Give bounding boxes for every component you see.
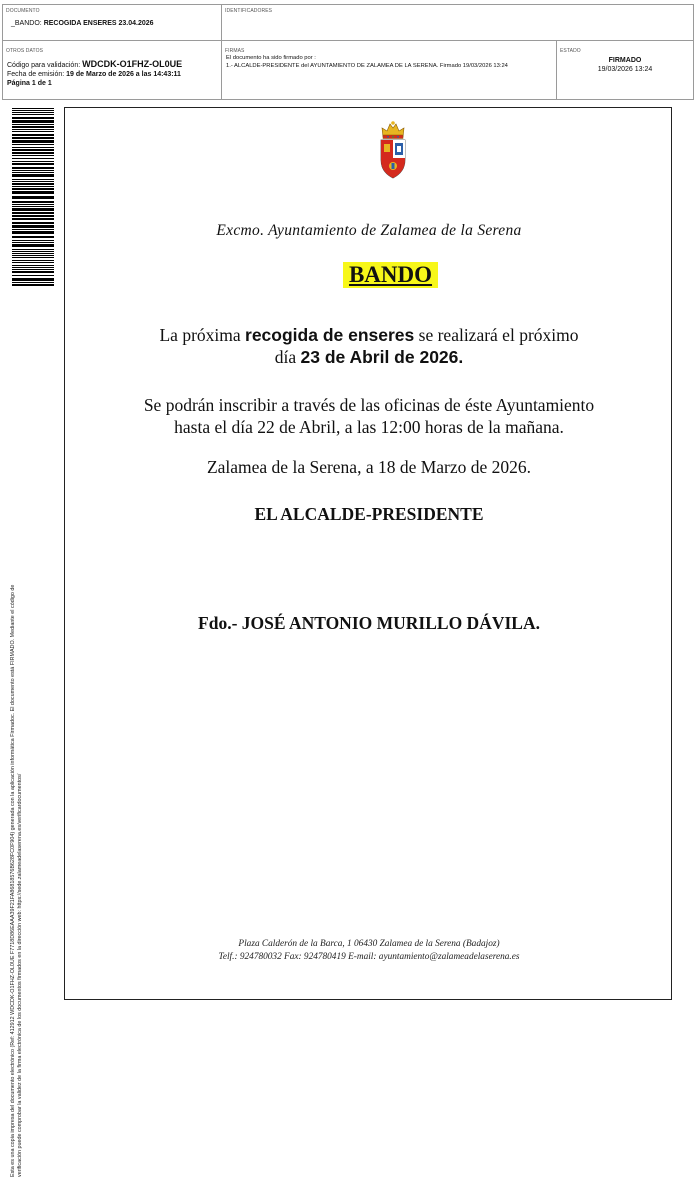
footer-contact: Telf.: 924780032 Fax: 924780419 E-mail: ayuntamiento@zalameadelaserena.es xyxy=(218,951,520,962)
verification-notice xyxy=(10,177,38,1177)
documento-caption: DOCUMENTO xyxy=(6,8,40,14)
status-value: FIRMADO xyxy=(608,57,642,64)
firmas-cell xyxy=(222,41,557,99)
issue-date: Fecha de emisión: 19 de Marzo de 2026 a las 14:43:11 xyxy=(7,71,181,78)
coat-of-arms-logo xyxy=(377,120,409,182)
status-date: 19/03/2026 13:24 xyxy=(597,66,653,73)
event-date: 23 de Abril de 2026. xyxy=(300,347,464,367)
document-page xyxy=(64,107,672,1000)
signature-line: Fdo.- JOSÉ ANTONIO MURILLO DÁVILA. xyxy=(198,613,540,633)
page-count: Página 1 de 1 xyxy=(7,80,52,87)
estado-cell xyxy=(557,41,693,99)
event-name: recogida de enseres xyxy=(245,325,415,345)
municipality-name: Excmo. Ayuntamiento de Zalamea de la Serena xyxy=(216,222,522,239)
signer-title: EL ALCALDE-PRESIDENTE xyxy=(254,504,484,524)
signature-detail: 1.- ALCALDE-PRESIDENTE del AYUNTAMIENTO DE ZALAMEA DE LA SERENA. Firmado 19/03/2026 13:24 xyxy=(226,63,508,69)
otros-datos-caption: OTROS DATOS xyxy=(6,48,44,54)
identificadores-caption: IDENTIFICADORES xyxy=(225,8,273,14)
identificadores-cell xyxy=(222,5,693,41)
footer-address: Plaza Calderón de la Barca, 1 06430 Zalamea de la Serena (Badajoz) xyxy=(238,939,500,949)
document-metadata-header xyxy=(2,4,694,100)
firmas-caption: FIRMAS xyxy=(225,48,245,54)
page-footer xyxy=(65,938,673,963)
place-and-date: Zalamea de la Serena, a 18 de Marzo de 2026. xyxy=(206,457,532,477)
validation-code: Código para validación: WDCDK-O1FHZ-OL0UE xyxy=(7,59,183,69)
document-title: BANDO xyxy=(343,262,438,288)
signed-by-line: El documento ha sido firmado por : xyxy=(226,55,316,61)
estado-caption: ESTADO xyxy=(560,48,581,54)
registration-paragraph: Se podrán inscribir a través de las oficinas de éste Ayuntamiento hasta el día 22 de Abril, a las 12:00 horas de la mañana. xyxy=(143,395,595,437)
announcement-paragraph: La próxima recogida de enseres se realizará el próximo día 23 de Abril de 2026. xyxy=(159,325,579,367)
verification-line-1: Esta es una copia impresa del documento electrónico (Ref: 412912 WDCDK-O1FHZ-OL0UE F7718D86EAAA39F21FA86818576B628FC0F904) generada con la aplicación informática Firmadoc. El documento está FIRMADO. Mediante el código de xyxy=(10,584,16,1177)
otros-datos-cell xyxy=(3,41,222,99)
document-name: _BANDO: RECOGIDA ENSERES 23.04.2026 xyxy=(11,20,154,27)
documento-cell xyxy=(3,5,222,41)
verification-line-2: verificación puede comprobar la validez de la firma electrónica de los documentos firmados en la dirección web: https://sede.zalameadelaserena.es/verificardocumentos/ xyxy=(17,773,23,1177)
